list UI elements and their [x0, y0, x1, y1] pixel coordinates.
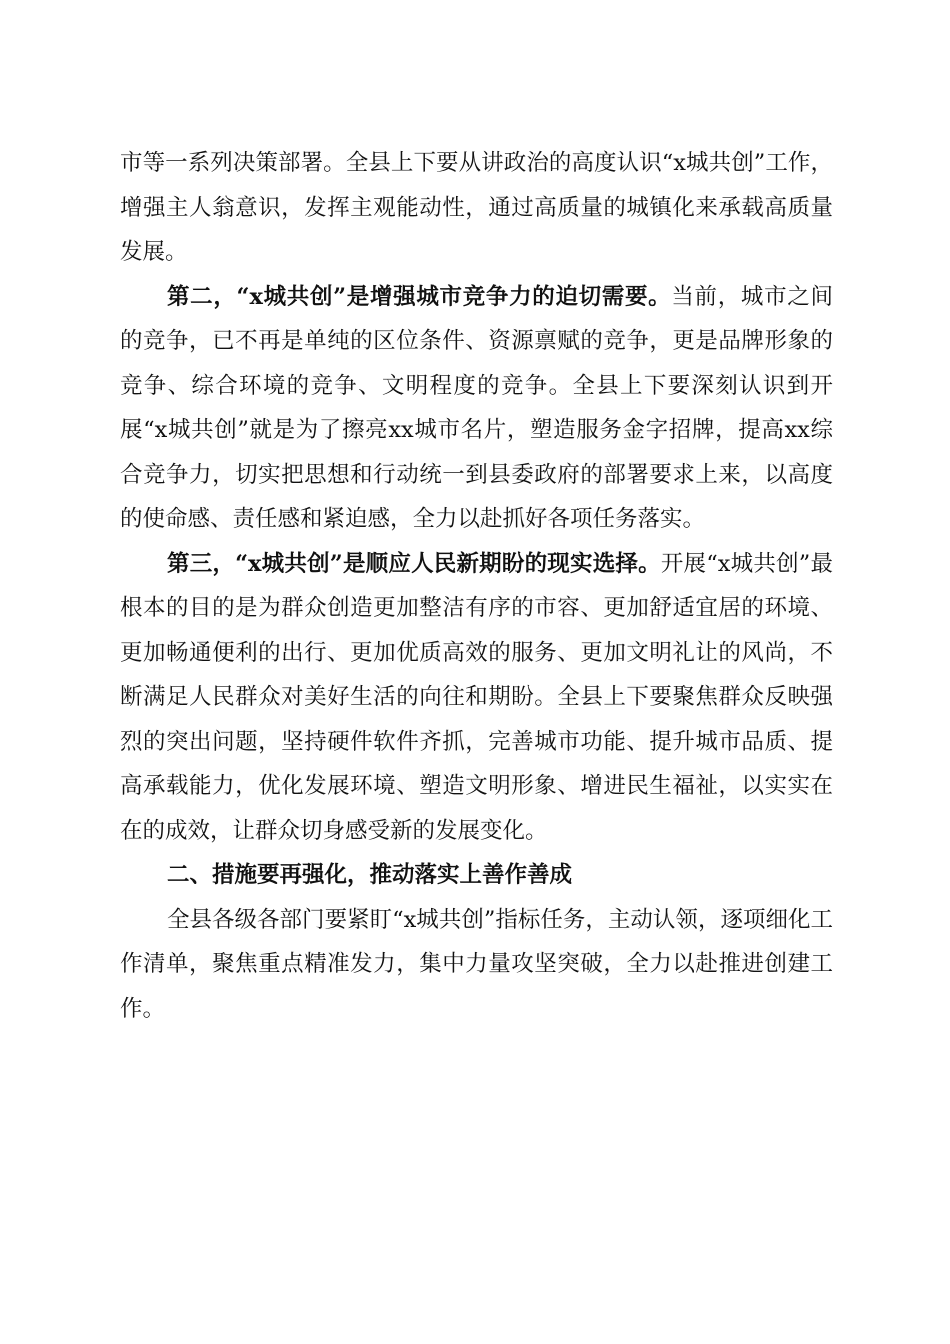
- paragraph-1: 市等一系列决策部署。全县上下要从讲政治的高度认识“x城共创”工作，增强主人翁意识，发挥主观能动性，通过高质量的城镇化来承载高质量发展。: [120, 150, 833, 265]
- document-body: [120, 141, 833, 1031]
- paragraph-2: [120, 275, 833, 542]
- paragraph-2-lead: 第二，“x城共创”是增强城市竞争力的迫切需要。: [167, 283, 672, 310]
- paragraph-3: [120, 542, 833, 854]
- paragraph-4: 全县各级各部门要紧盯“x城共创”指标任务，主动认领，逐项细化工作清单，聚焦重点精准发力，集中力量攻坚突破，全力以赴推进创建工作。: [120, 906, 833, 1022]
- paragraph-3-body: 开展“x城共创”最根本的目的是为群众创造更加整洁有序的市容、更加舒适宜居的环境、更加畅通便利的出行、更加优质高效的服务、更加文明礼让的风尚，不断满足人民群众对美好生活的向往和期盼。全县上下要聚焦群众反映强烈的突出问题，坚持硬件软件齐抓，完善城市功能、提升城市品质、提高承载能力，优化发展环境、塑造文明形象、增进民生福祉，以实实在在的成效，让群众切身感受新的发展变化。: [120, 550, 833, 844]
- paragraph-2-body: 当前，城市之间的竞争，已不再是单纯的区位条件、资源禀赋的竞争，更是品牌形象的竞争、综合环境的竞争、文明程度的竞争。全县上下要深刻认识到开展“x城共创”就是为了擦亮xx城市名片，塑造服务金字招牌，提高xx综合竞争力，切实把思想和行动统一到县委政府的部署要求上来，以高度的使命感、责任感和紧迫感，全力以赴抓好各项任务落实。: [120, 283, 833, 532]
- paragraph-3-lead: 第三，“x城共创”是顺应人民新期盼的现实选择。: [167, 550, 661, 577]
- section-heading: 二、措施要再强化，推动落实上善作善成: [167, 862, 573, 888]
